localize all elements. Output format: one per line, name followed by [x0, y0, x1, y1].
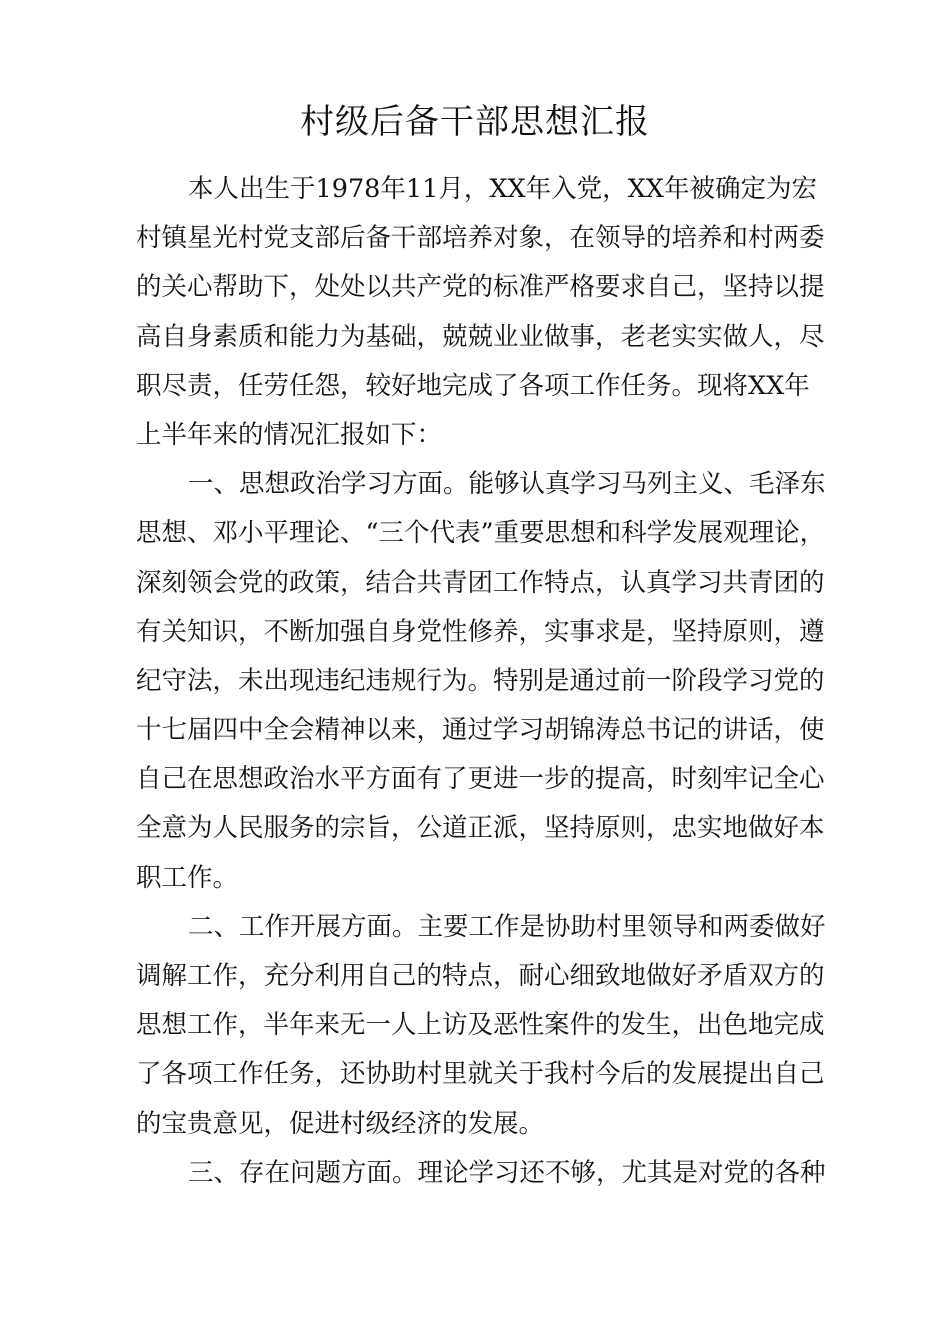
paragraph-line: 思想、邓小平理论、“三个代表”重要思想和科学发展观理论，	[136, 518, 826, 549]
paragraph-line: 本人出生于1978年11月，XX年入党，XX年被确定为宏	[188, 174, 817, 204]
paragraph-line: 全意为人民服务的宗旨，公道正派，坚持原则，忠实地做好本	[136, 813, 825, 844]
paragraph-line: 自己在思想政治水平方面有了更进一步的提高，时刻牢记全心	[136, 764, 825, 795]
paragraph-line: 上半年来的情况汇报如下：	[136, 419, 443, 450]
paragraph-line: 一、思想政治学习方面。能够认真学习马列主义、毛泽东	[188, 469, 826, 500]
paragraph-line: 的宝贵意见，促进村级经济的发展。	[136, 1108, 545, 1139]
paragraph-line: 有关知识，不断加强自身党性修养，实事求是，坚持原则，遵	[136, 616, 825, 647]
paragraph-line: 纪守法，未出现违纪违规行为。特别是通过前一阶段学习党的	[136, 665, 825, 696]
paragraph-line: 高自身素质和能力为基础，兢兢业业做事，老老实实做人，尽	[136, 321, 825, 352]
document-title: 村级后备干部思想汇报	[300, 102, 650, 142]
paragraph-line: 三、存在问题方面。理论学习还不够，尤其是对党的各种	[188, 1157, 826, 1188]
paragraph-line: 村镇星光村党支部后备干部培养对象，在领导的培养和村两委	[136, 223, 825, 254]
document-body	[136, 165, 836, 1198]
paragraph-line: 的关心帮助下，处处以共产党的标准严格要求自己，坚持以提	[136, 272, 825, 303]
paragraph-line: 职尽责，任劳任怨，较好地完成了各项工作任务。现将XX年	[136, 370, 810, 401]
paragraph-line: 职工作。	[136, 862, 239, 893]
paragraph-line: 二、工作开展方面。主要工作是协助村里领导和两委做好	[188, 911, 826, 942]
paragraph-line: 调解工作，充分利用自己的特点，耐心细致地做好矛盾双方的	[136, 961, 825, 991]
paragraph-line: 思想工作，半年来无一人上访及恶性案件的发生，出色地完成	[136, 1010, 825, 1041]
paragraph-line: 深刻领会党的政策，结合共青团工作特点，认真学习共青团的	[136, 567, 825, 598]
paragraph-line: 了各项工作任务，还协助村里就关于我村今后的发展提出自己	[136, 1059, 825, 1090]
paragraph-line: 十七届四中全会精神以来，通过学习胡锦涛总书记的讲话，使	[136, 715, 825, 746]
